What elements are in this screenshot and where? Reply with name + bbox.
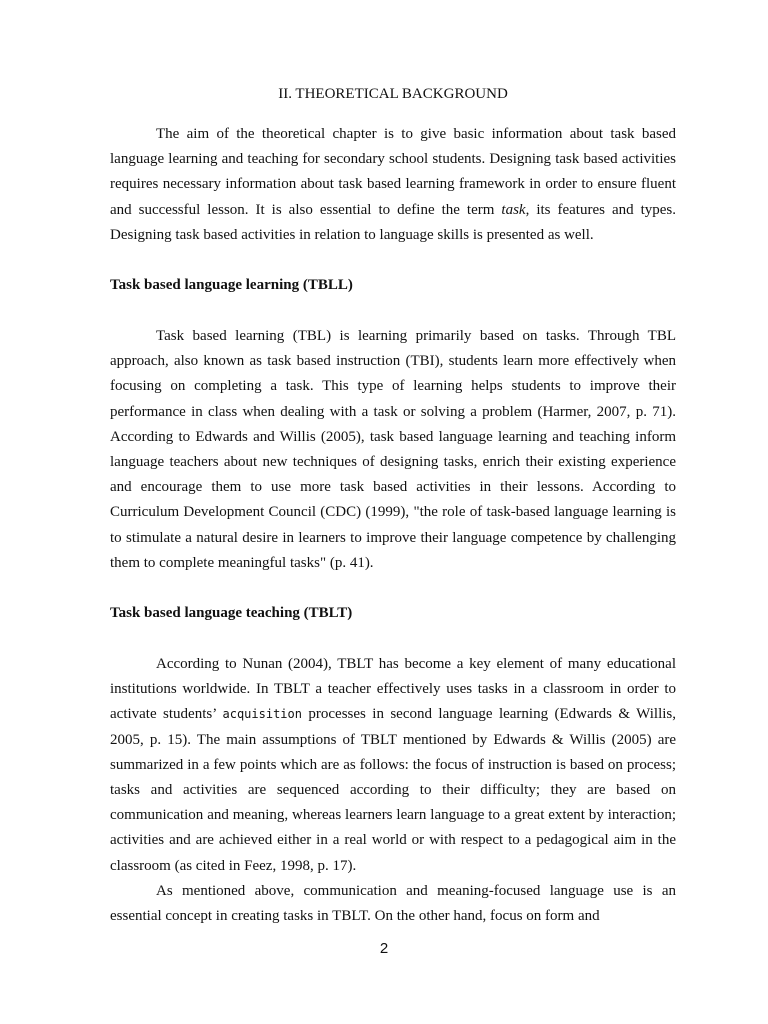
heading-tbll: Task based language learning (TBLL)	[110, 277, 353, 294]
page-content	[110, 82, 676, 929]
intro-italic-term: task	[501, 201, 526, 218]
tblt-p1-end: processes in second language learning (Edwards & Willis, 2005, p. 15). The main assumptions of TBLT mentioned by Edwards & Willis (2005) are summarized in a few points which are as follows: the focus of instruction is based on process; tasks and activities are sequenced according to their difficulty; they are based on communication and meaning, whereas learners learn language to a great extent by interaction; activities and are achieved either in a real world or with respect to a pedagogical aim in the classroom (as cited in Feez, 1998, p. 17).	[110, 706, 677, 874]
tblt-p1-start: According to Nunan (2004), TBLT has become a key element of many educational institutions worldwide. In TBLT a teacher effectively uses tasks in a classroom in order to activate students’	[110, 656, 676, 723]
intro-paragraph	[110, 122, 676, 248]
tbll-paragraph: Task based learning (TBL) is learning primarily based on tasks. Through TBL approach, also known as task based instruction (TBI), students learn more effectively when focusing on completing a task. This type of learning helps students to improve their performance in class when dealing with a task or solving a problem (Harmer, 2007, p. 71). According to Edwards and Willis (2005), task based language learning and teaching inform language teachers about new techniques of designing tasks, enrich their existing experience and encourage them to use more task based activities in their lessons. According to Curriculum Development Council (CDC) (1999), "the role of task-based language learning is to stimulate a natural desire in learners to improve their language competence by challenging them to complete meaningful tasks" (p. 41).	[110, 328, 676, 571]
tblt-paragraph-1	[110, 652, 676, 879]
tblt-paragraph-2: As mentioned above, communication and meaning-focused language use is an essential concept in creating tasks in TBLT. On the other hand, focus on form and	[110, 882, 676, 925]
intro-text-end: , its features and types. Designing task based activities in relation to language skills is presented as well.	[110, 201, 677, 243]
heading-tblt: Task based language teaching (TBLT)	[110, 605, 353, 622]
tblt-p1-mono-word: acquisition	[222, 707, 302, 722]
intro-text-start: The aim of the theoretical chapter is to give basic information about task based language learning and teaching for secondary school students. Designing task based activities requires necessary information about task based learning framework in order to ensure fluent and successful lesson. It is also essential to define the term	[110, 126, 676, 218]
page-number: 2	[379, 940, 389, 957]
chapter-title: II. THEORETICAL BACKGROUND	[278, 86, 508, 102]
